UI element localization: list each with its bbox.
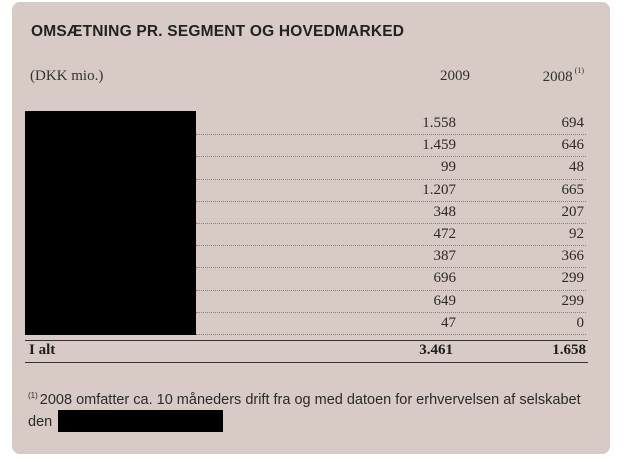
total-2008: 1.658 xyxy=(552,342,586,358)
cell-2009: 649 xyxy=(433,292,456,309)
cell-2009: 696 xyxy=(433,270,456,287)
cell-2009: 1.207 xyxy=(422,181,456,198)
revenue-panel xyxy=(12,2,610,454)
footnote-marker: (1) xyxy=(28,391,38,400)
total-2009: 3.461 xyxy=(419,342,453,358)
cell-2009: 387 xyxy=(433,248,456,265)
footnote xyxy=(28,386,598,432)
column-header-2008-label: 2008 xyxy=(542,69,573,85)
cell-2008: 207 xyxy=(561,203,584,220)
cell-2008: 92 xyxy=(569,225,584,242)
column-header-2009: 2009 xyxy=(440,68,470,84)
total-row xyxy=(25,342,586,362)
footnote-text: 2008 omfatter ca. 10 måneders drift fra og med datoen for erhvervelsen af selskabet den xyxy=(28,392,581,430)
table-row xyxy=(196,291,586,313)
table-row xyxy=(196,268,586,290)
cell-2008: 48 xyxy=(569,159,584,176)
total-label: I alt xyxy=(29,342,56,358)
cell-2008: 299 xyxy=(561,292,584,309)
table-title: OMSÆTNING PR. SEGMENT OG HOVEDMARKED xyxy=(31,23,405,40)
cell-2009: 47 xyxy=(441,314,456,331)
total-bottom-rule xyxy=(25,362,588,363)
cell-2008: 366 xyxy=(561,248,584,265)
cell-2008: 0 xyxy=(576,314,584,331)
table-row xyxy=(196,180,586,202)
unit-label: (DKK mio.) xyxy=(30,68,104,84)
table-row xyxy=(196,113,586,135)
cell-2009: 1.459 xyxy=(422,137,456,154)
cell-2008: 694 xyxy=(561,115,584,131)
redacted-row-labels xyxy=(25,111,196,335)
cell-2009: 1.558 xyxy=(422,115,456,131)
column-header-2008-footnote-marker: (1) xyxy=(574,66,584,75)
table-row xyxy=(196,224,586,246)
cell-2009: 472 xyxy=(433,225,456,242)
cell-2008: 646 xyxy=(561,137,584,154)
redacted-company-name xyxy=(58,410,223,432)
cell-2008: 665 xyxy=(561,181,584,198)
table-row xyxy=(196,135,586,157)
cell-2009: 348 xyxy=(433,203,456,220)
table-row xyxy=(196,313,586,335)
cell-2009: 99 xyxy=(441,159,456,176)
table-row xyxy=(196,246,586,268)
table-body xyxy=(196,113,586,335)
cell-2008: 299 xyxy=(561,270,584,287)
total-top-rule xyxy=(25,340,588,341)
table-row xyxy=(196,157,586,179)
column-header-2008 xyxy=(543,68,584,86)
table-row xyxy=(196,202,586,224)
